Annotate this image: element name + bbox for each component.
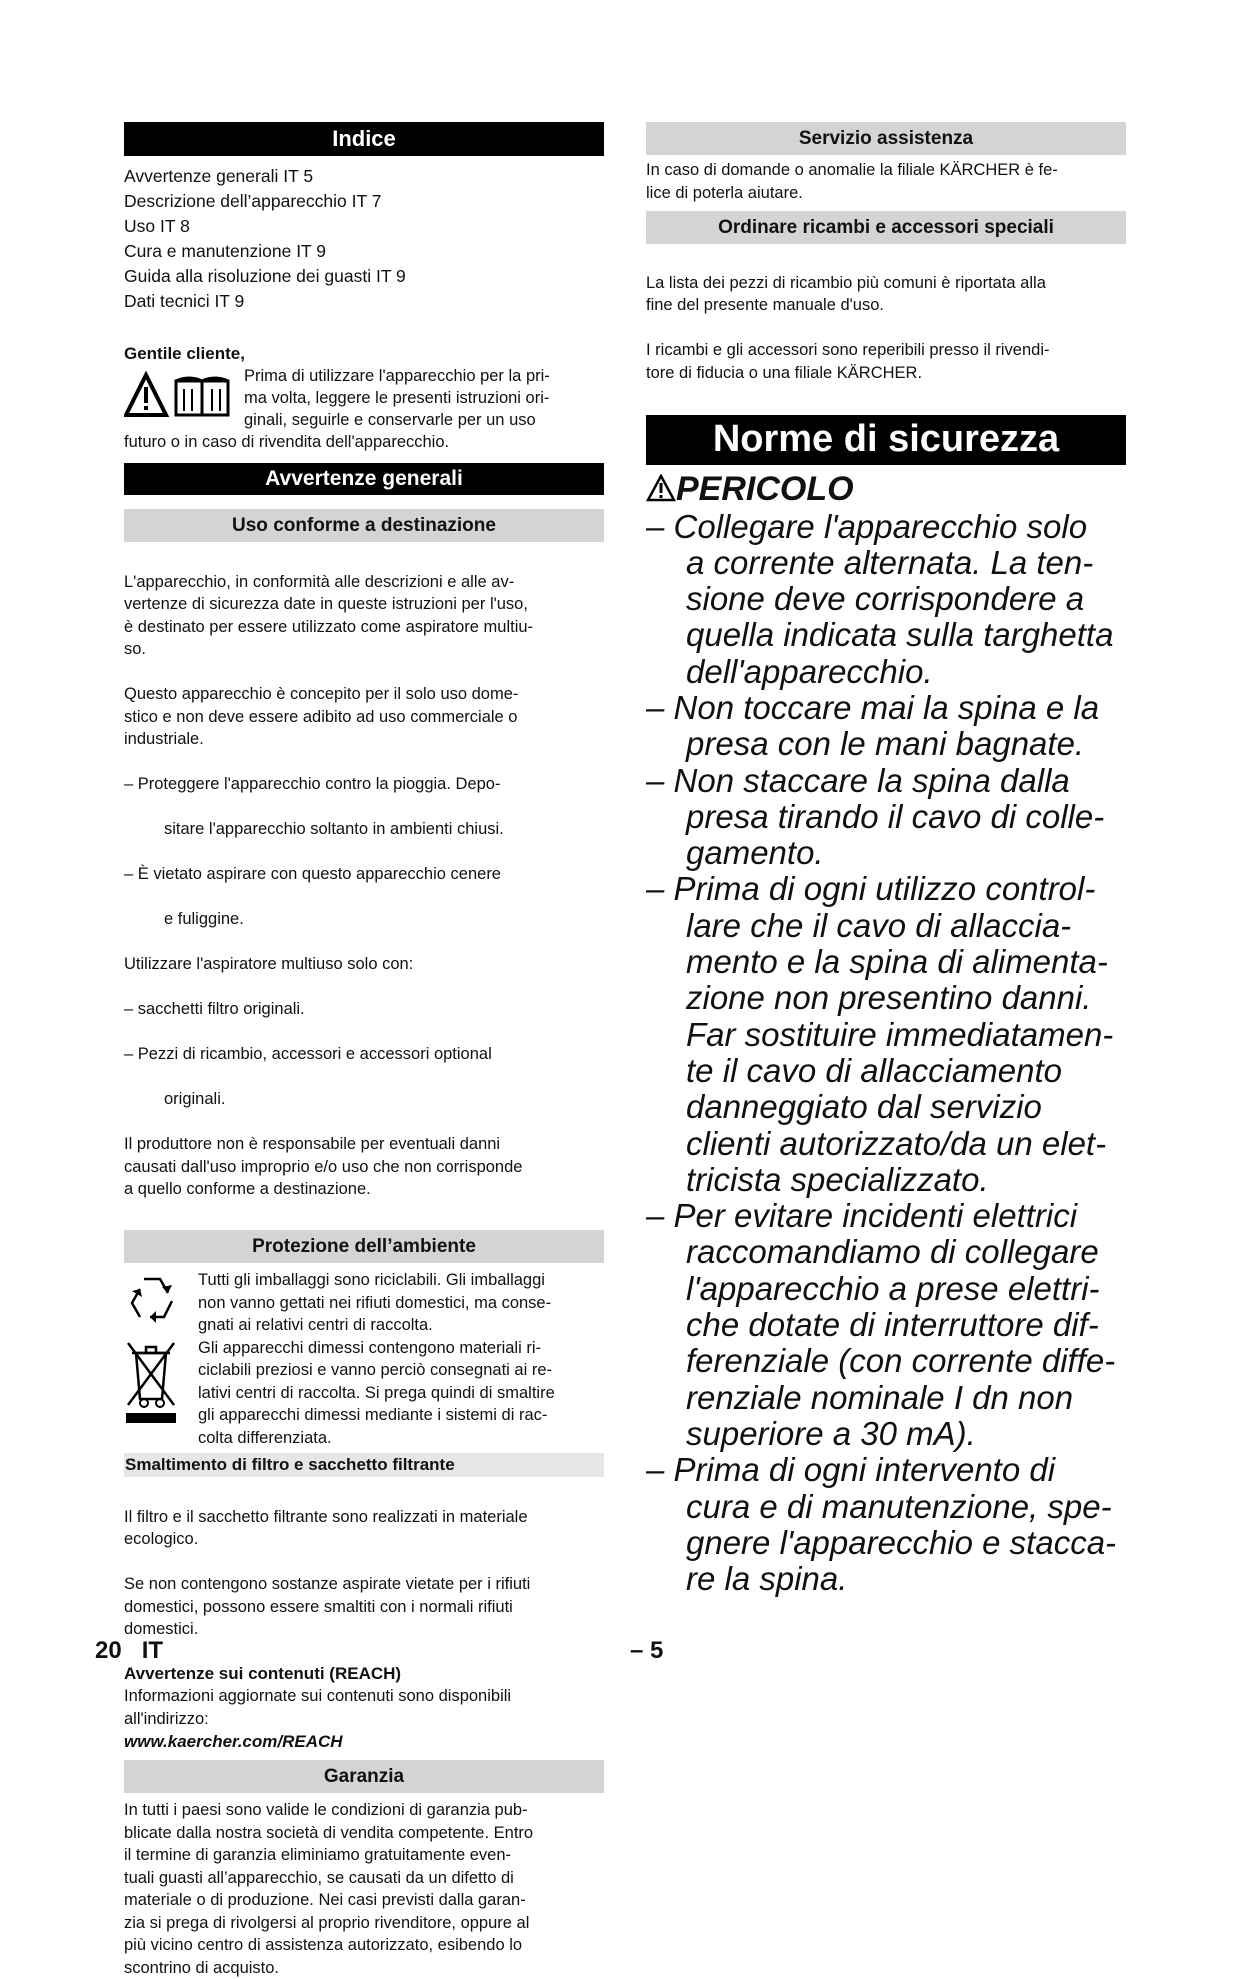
gentile-line: futuro o in caso di rivendita dell'apparecchio. — [124, 433, 450, 451]
paragraph: La lista dei pezzi di ricambio più comuni è riportata alla fine del presente manuale d'uso. — [646, 273, 1046, 314]
toc-item[interactable]: Avvertenze generali IT 5 — [124, 166, 314, 186]
smaltimento-section — [124, 1483, 604, 1663]
safety-line: lare che il cavo di allaccia- — [686, 906, 1072, 944]
gentile-line: ma volta, leggere le presenti istruzioni ori- — [244, 389, 550, 407]
dash-item-continued: e fuliggine. — [164, 910, 244, 928]
toc-item[interactable]: Uso IT 8 — [124, 216, 190, 236]
avvertenze-heading: Avvertenze generali — [124, 463, 604, 495]
page-number-left: 20 IT — [95, 1637, 164, 1664]
paragraph: Utilizzare l'aspiratore multiuso solo con: — [124, 955, 414, 973]
toc-item[interactable]: Descrizione dell’apparecchio IT 7 — [124, 191, 382, 211]
safety-line: mento e la spina di alimenta- — [686, 943, 1108, 981]
safety-line: presa con le mani bagnate. — [686, 725, 1085, 763]
paragraph: I ricambi e gli accessori sono reperibili presso il rivendi- tore di fiducia o una filiale KÄRCHER. — [646, 341, 1050, 382]
paragraph: Questo apparecchio è concepito per il solo uso dome- stico e non deve essere adibito ad uso commerciale o industriale. — [124, 685, 519, 748]
safety-line: renziale nominale I dn non — [686, 1378, 1074, 1416]
safety-line: – Per evitare incidenti elettrici — [646, 1197, 1078, 1235]
safety-line: Far sostituire immediatamen- — [686, 1015, 1114, 1053]
toc-item[interactable]: Guida alla risoluzione dei guasti IT 9 — [124, 266, 406, 286]
safety-item — [646, 1452, 1126, 1597]
safety-line: presa tirando il cavo di colle- — [686, 797, 1105, 835]
ambiente-heading: Protezione dell’ambiente — [124, 1230, 604, 1263]
pericolo-label: PERICOLO — [676, 469, 854, 508]
weee-text: Gli apparecchi dimessi contengono materiali ri- ciclabili preziosi e vanno perciò consegnati ai re- lativi centri di raccolta. Si prega quindi di smaltire gli apparecchi dimessi mediante i sistemi di rac- colta differenziata. — [198, 1338, 555, 1447]
safety-line: re la spina. — [686, 1560, 848, 1598]
safety-line: gnere l'apparecchio e stacca- — [686, 1523, 1117, 1561]
safety-line: te il cavo di allacciamento — [686, 1051, 1063, 1089]
servizio-text: In caso di domande o anomalie la filiale KÄRCHER è fe- lice di poterla aiutare. — [646, 161, 1058, 202]
safety-line: raccomandiamo di collegare — [686, 1233, 1099, 1271]
safety-line: superiore a 30 mA). — [686, 1414, 976, 1452]
smaltimento-heading: Smaltimento di filtro e sacchetto filtrante — [124, 1453, 604, 1477]
safety-line: – Collegare l'apparecchio solo — [646, 507, 1088, 545]
pericolo-heading — [646, 469, 1126, 509]
safety-line: che dotate di interruttore dif- — [686, 1306, 1099, 1344]
safety-line: gamento. — [686, 834, 824, 872]
warning-manual-icon — [124, 371, 236, 421]
safety-line: – Prima di ogni utilizzo control- — [646, 870, 1096, 908]
paragraph: Il filtro e il sacchetto filtrante sono realizzati in materiale ecologico. — [124, 1507, 528, 1548]
dash-item: – È vietato aspirare con questo apparecchio cenere — [124, 865, 501, 883]
gentile-line: Prima di utilizzare l'apparecchio per la pri- — [244, 367, 550, 385]
uso-section — [124, 548, 604, 1223]
safety-line: – Non toccare mai la spina e la — [646, 688, 1100, 726]
safety-line: tricista specializzato. — [686, 1160, 989, 1198]
recycle-icon — [124, 1273, 180, 1325]
gentile-title: Gentile cliente, — [124, 344, 245, 363]
ricambi-heading: Ordinare ricambi e accessori speciali — [646, 211, 1126, 244]
safety-line: zione non presentino danni. — [686, 979, 1092, 1017]
safety-line: quella indicata sulla targhetta — [686, 616, 1114, 654]
safety-line: cura e di manutenzione, spe- — [686, 1487, 1112, 1525]
right-column — [646, 122, 1126, 1597]
servizio-heading: Servizio assistenza — [646, 122, 1126, 155]
warning-triangle-icon — [646, 474, 676, 502]
table-of-contents — [124, 164, 604, 314]
safety-line: clienti autorizzato/da un elet- — [686, 1124, 1107, 1162]
safety-line: l'apparecchio a prese elettri- — [686, 1269, 1100, 1307]
safety-line: – Prima di ogni intervento di — [646, 1451, 1056, 1489]
reach-link[interactable]: www.kaercher.com/REACH — [124, 1732, 343, 1751]
uso-heading: Uso conforme a destinazione — [124, 509, 604, 542]
toc-item[interactable]: Dati tecnici IT 9 — [124, 291, 245, 311]
safety-item — [646, 690, 1126, 763]
safety-item — [646, 509, 1126, 690]
safety-list — [646, 509, 1126, 1598]
recycle-block — [124, 1269, 604, 1337]
dash-item-continued: sitare l'apparecchio soltanto in ambienti chiusi. — [164, 820, 504, 838]
paragraph: Se non contengono sostanze aspirate vietate per i rifiuti domestici, possono essere smaltiti con i normali rifiuti domestici. — [124, 1575, 531, 1638]
reach-title: Avvertenze sui contenuti (REACH) — [124, 1664, 402, 1683]
safety-item — [646, 763, 1126, 872]
safety-line: a corrente alternata. La ten- — [686, 543, 1094, 581]
gentile-line: ginali, seguirle e conservarle per un uso — [244, 411, 536, 429]
page-number-section: – 5 — [630, 1637, 664, 1664]
recycle-text: Tutti gli imballaggi sono riciclabili. Gli imballaggi non vanno gettati nei rifiuti domestici, ma conse- gnati ai relativi centri di raccolta. — [198, 1271, 552, 1334]
safety-line: dell'apparecchio. — [686, 652, 933, 690]
safety-item — [646, 1198, 1126, 1452]
left-column — [124, 122, 604, 1979]
dash-item-continued: originali. — [164, 1090, 226, 1108]
safety-line: danneggiato dal servizio — [686, 1088, 1042, 1126]
safety-line: – Non staccare la spina dalla — [646, 761, 1070, 799]
ricambi-section — [646, 249, 1126, 407]
paragraph: L'apparecchio, in conformità alle descrizioni e alle av- vertenze di sicurezza date in queste istruzioni per l'uso, è destinato per essere utilizzato come aspiratore multiu- so. — [124, 572, 534, 658]
weee-bin-icon — [124, 1339, 178, 1423]
dash-item: – Pezzi di ricambio, accessori e accessori optional — [124, 1045, 492, 1063]
safety-line: sione deve corrispondere a — [686, 580, 1085, 618]
indice-heading: Indice — [124, 122, 604, 156]
dash-item: – sacchetti filtro originali. — [124, 1000, 305, 1018]
weee-block — [124, 1337, 604, 1450]
reach-text: Informazioni aggiornate sui contenuti sono disponibili all'indirizzo: — [124, 1687, 512, 1728]
norme-heading: Norme di sicurezza — [646, 415, 1126, 465]
toc-item[interactable]: Cura e manutenzione IT 9 — [124, 241, 327, 261]
safety-line: ferenziale (con corrente diffe- — [686, 1342, 1116, 1380]
paragraph: Il produttore non è responsabile per eventuali danni causati dall'uso improprio e/o uso che non corrisponde a quello conforme a destinazione. — [124, 1135, 523, 1198]
dash-item: – Proteggere l'apparecchio contro la pioggia. Depo- — [124, 775, 501, 793]
gentile-block — [124, 365, 604, 453]
garanzia-heading: Garanzia — [124, 1760, 604, 1793]
safety-item — [646, 871, 1126, 1198]
garanzia-text: In tutti i paesi sono valide le condizioni di garanzia pub- blicate dalla nostra società di vendita competente. Entro il termine di garanzia eliminiamo gratuitamente even- tuali guasti all’apparecchio, se causati da un difetto di materiale o di produzione. Nei casi previsti dalla garan- zia si prega di rivolgersi al proprio rivenditore, oppure al più vicino centro di assistenza autorizzato, esibendo lo scontrino di acquisto. — [124, 1801, 534, 1977]
